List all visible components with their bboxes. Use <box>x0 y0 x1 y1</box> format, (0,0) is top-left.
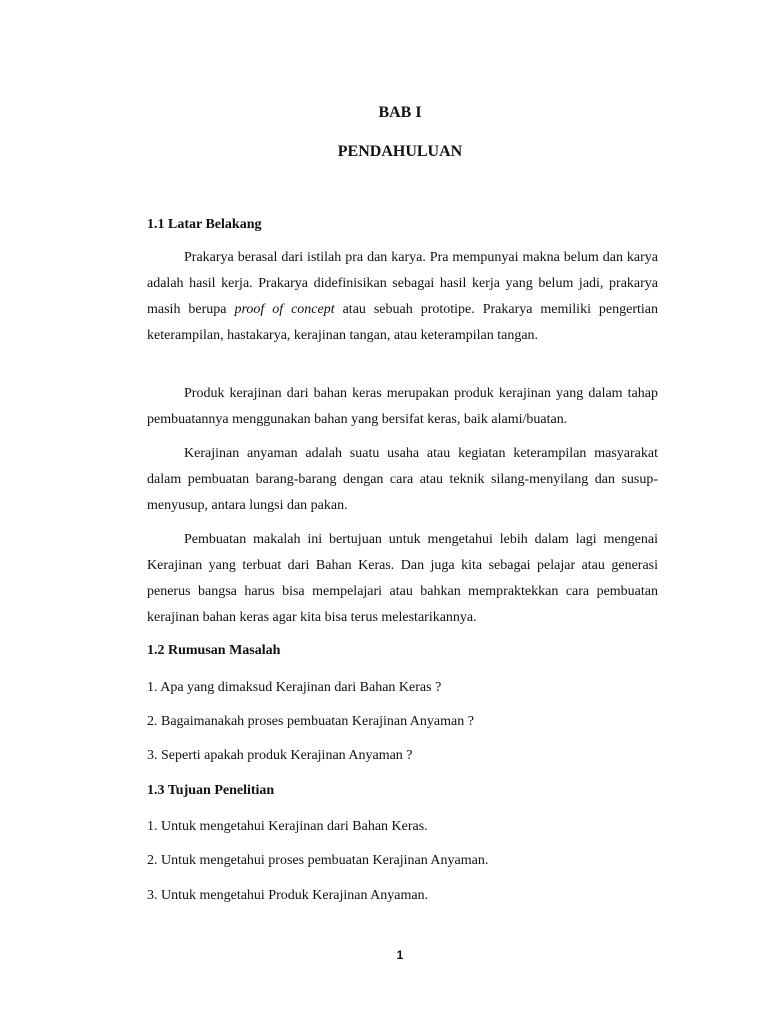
list-item: 1. Untuk mengetahui Kerajinan dari Bahan Keras. <box>147 819 428 834</box>
chapter-title: PENDAHULUAN <box>337 143 463 160</box>
paragraph-produk-kerajinan: Produk kerajinan dari bahan keras merupakan produk kerajinan yang dalam tahap pembuatannya menggunakan bahan yang bersifat keras, baik alami/buatan. <box>147 386 658 427</box>
paragraph-prakarya-text-2: atau sebuah prototipe. Prakarya memiliki pengertian keterampilan, hastakarya, kerajinan tangan, atau keterampilan tangan. <box>147 302 659 343</box>
list-item: 3. Seperti apakah produk Kerajinan Anyaman ? <box>147 748 413 763</box>
section-title-latar-belakang: 1.1 Latar Belakang <box>147 217 262 232</box>
section-title-rumusan-masalah: 1.2 Rumusan Masalah <box>147 643 281 658</box>
page-number: 1 <box>396 948 404 962</box>
section-title-tujuan-penelitian: 1.3 Tujuan Penelitian <box>147 783 275 798</box>
list-item: 1. Apa yang dimaksud Kerajinan dari Bahan Keras ? <box>147 680 442 695</box>
paragraph-prakarya <box>147 245 658 349</box>
paragraph-pembuatan-makalah: Pembuatan makalah ini bertujuan untuk mengetahui lebih dalam lagi mengenai Kerajinan yang terbuat dari Bahan Keras. Dan juga kita sebagai pelajar atau generasi penerus bangsa harus bisa mempelajari atau bahkan mempraktekkan cara pembuatan kerajinan bahan keras agar kita bisa terus melestarikannya. <box>147 532 658 625</box>
paragraph-prakarya-italic: proof of concept <box>234 302 335 317</box>
list-item: 2. Untuk mengetahui proses pembuatan Kerajinan Anyaman. <box>147 853 489 868</box>
paragraph-prakarya-text-1: Prakarya berasal dari istilah pra dan karya. Pra mempunyai makna belum dan karya adalah hasil kerja. Prakarya didefinisikan sebagai hasil kerja yang belum jadi, prakarya masih berupa <box>147 250 658 317</box>
paragraph-kerajinan-anyaman: Kerajinan anyaman adalah suatu usaha atau kegiatan keterampilan masyarakat dalam pembuatan barang-barang dengan cara atau teknik silang-menyilang dan susup-menyusup, antara lungsi dan pakan. <box>147 446 658 513</box>
list-item: 3. Untuk mengetahui Produk Kerajinan Anyaman. <box>147 888 429 903</box>
list-item: 2. Bagaimanakah proses pembuatan Kerajinan Anyaman ? <box>147 714 474 729</box>
chapter-label: BAB I <box>378 104 422 121</box>
